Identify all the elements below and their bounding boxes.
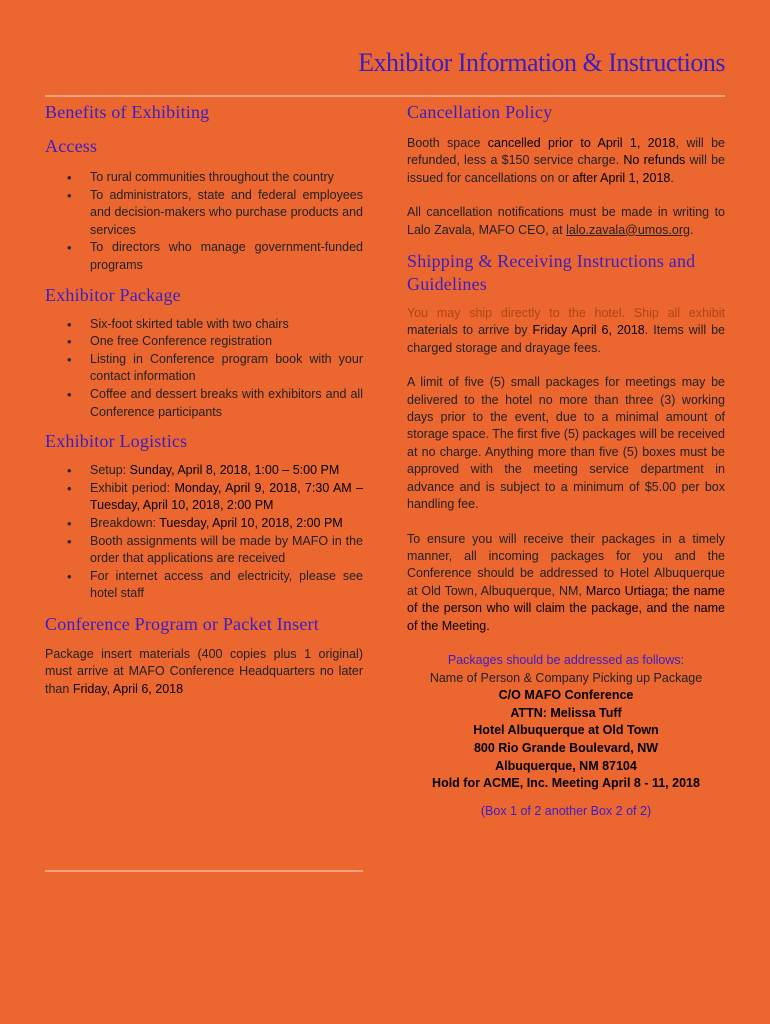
shipping-contact: Marco Urtiaga; the name of the person who will claim the package, and the name of the Meeting. [407,583,726,633]
exhibitor-logistics-heading: Exhibitor Logistics [45,431,188,452]
logistics-item-setup [45,462,363,480]
box-note: (Box 1 of 2 another Box 2 of 2) [480,803,652,818]
package-item: • Listing in Conference program book with your contact information [45,351,363,386]
cancel-text: Booth space [407,136,488,150]
shipping-date: Friday April 6, 2018 [532,323,645,338]
shipping-text: . Items will be charged storage and drayage fees. [407,323,726,355]
access-list [45,169,363,275]
package-item: • Six-foot skirted table with two chairs [45,316,363,334]
access-heading: Access [45,136,98,156]
cancellation-paragraph [407,135,725,187]
left-column [45,100,363,698]
right-column [407,100,725,820]
benefits-heading: Benefits of Exhibiting [45,102,210,122]
insert-date: Friday, April 6, 2018 [72,681,184,696]
shipping-heading: Shipping & Receiving Instructions and Guidelines [407,251,696,295]
exhibit-value: Monday, April 9, 2018, 7:30 AM – Tuesday, April 10, 2018, 2:00 PM [90,480,364,513]
access-item: • To administrators, state and federal employees and decision-makers who purchase products and services [45,187,363,240]
shipping-paragraph-2: A limit of five (5) small packages for meetings may be delivered to the hotel no more than three (3) working days prior to the event, due to a minimal amount of storage space. The first five (5) packages will be received at no charge. Anything more than five (5) boxes must be approved with the meeting service department in advance and is subject to a minimum of $5.00 per box handling fee. [407,375,725,512]
address-line: ATTN: Melissa Tuff [510,705,622,720]
address-line: C/O MAFO Conference [498,688,634,703]
shipping-paragraph-3 [407,531,725,635]
no-refunds-text: No refunds [623,153,686,168]
package-item: • One free Conference registration [45,333,363,351]
insert-body: Package insert materials (400 copies plus 1 original) must arrive at MAFO Conference Headquarters no later than [45,646,363,696]
shipping-text: To ensure you will receive their packages in a timely manner, all incoming packages for you and the Conference should be addressed to Hotel Albuquerque at Old Town, Albuquerque, NM, [407,531,725,598]
top-divider [45,95,725,97]
access-item: • To rural communities throughout the country [45,169,363,187]
insert-text [45,646,363,698]
address-line: Hotel Albuquerque at Old Town [473,723,659,738]
notice-text: All cancellation notifications must be made in writing to Lalo Zavala, MAFO CEO, at [407,205,725,237]
cancel-deadline: cancelled prior to April 1, 2018 [487,136,676,150]
cancel-after-date: after April 1, 2018 [572,170,671,185]
breakdown-label: Breakdown: [90,515,160,530]
setup-label: Setup: [90,463,130,478]
logistics-item-internet: • For internet access and electricity, please see hotel staff [45,568,363,603]
address-block [407,652,725,820]
address-line: 800 Rio Grande Boulevard, NW [473,740,659,755]
insert-heading: Conference Program or Packet Insert [45,613,319,634]
exhibit-label: Exhibit period: [90,480,175,495]
cancel-text: will be issued for cancellations on or [407,153,725,185]
exhibitor-package-heading: Exhibitor Package [45,284,181,305]
page-title: Exhibitor Information & Instructions [358,48,725,77]
address-line: Albuquerque, NM 87104 [495,758,637,773]
breakdown-value: Tuesday, April 10, 2018, 2:00 PM [159,515,343,530]
notice-text: . [689,222,694,237]
address-intro: Packages should be addressed as follows: [447,652,685,667]
cancel-text: . [670,170,674,185]
shipping-text: materials to arrive by [407,323,533,338]
package-list [45,316,363,422]
package-item: • Coffee and dessert breaks with exhibitors and all Conference participants [45,386,363,421]
cancel-text: , will be refunded, less a $150 service charge. [407,136,725,168]
shipping-text: You may ship directly to the hotel. Ship all exhibit [407,306,725,321]
shipping-paragraph-1 [407,305,725,357]
logistics-item-breakdown [45,515,363,533]
logistics-item-booth: • Booth assignments will be made by MAFO in the order that applications are received [45,533,363,568]
logistics-list [45,462,363,603]
access-item: • To directors who manage government-funded programs [45,239,363,274]
setup-value: Sunday, April 8, 2018, 1:00 – 5:00 PM [129,463,340,478]
ceo-email-link[interactable]: lalo.zavala@umos.org [566,222,690,237]
cancellation-heading: Cancellation Policy [407,102,553,122]
address-line: Name of Person & Company Picking up Package [429,670,703,685]
cancellation-notice [407,204,725,239]
address-line: Hold for ACME, Inc. Meeting April 8 - 11, 2018 [432,776,700,791]
logistics-item-exhibit [45,480,363,515]
bottom-divider [45,870,363,872]
